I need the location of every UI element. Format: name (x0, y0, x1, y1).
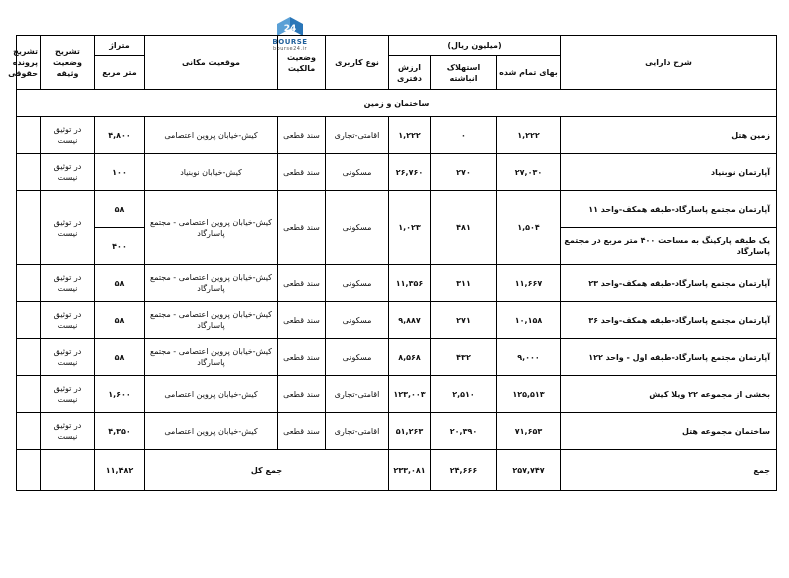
header-currency-group: (میلیون ریال) (389, 36, 561, 56)
cell-location: کیش-خیابان پروین اعتصامی - مجتمع پاسارگاد (145, 191, 278, 265)
header-description: شرح دارایی (561, 36, 777, 90)
cell-total-area: ۱۱,۴۸۲ (95, 450, 145, 491)
cell-description: یک طبقه پارکینگ به مساحت ۴۰۰ متر مربع در مجتمع پاسارگاد (561, 228, 777, 265)
cell-book-value: ۹,۸۸۷ (389, 302, 431, 339)
cell-total-label: جمع (561, 450, 777, 491)
cell-area: ۱,۶۰۰ (95, 376, 145, 413)
header-full-cost: بهای تمام شده (497, 56, 561, 90)
cell-location: کیش-خیابان پروین اعتصامی - مجتمع پاسارگاد (145, 339, 278, 376)
cell-ownership: سند قطعی (278, 302, 326, 339)
cell-area: ۵۸ (95, 339, 145, 376)
cell-collateral: در توثیق نیست (41, 302, 95, 339)
header-row (17, 36, 777, 56)
cell-legal (17, 191, 41, 265)
cell-empty (17, 450, 41, 491)
cell-depreciation: ۴۳۲ (431, 339, 497, 376)
cell-usage-type: مسکونی (326, 265, 389, 302)
cell-collateral: در توثیق نیست (41, 117, 95, 154)
table-row (17, 191, 777, 228)
cell-area: ۴,۸۰۰ (95, 117, 145, 154)
cell-legal (17, 376, 41, 413)
cell-book-value: ۸,۵۶۸ (389, 339, 431, 376)
cell-usage-type: اقامتی-تجاری (326, 117, 389, 154)
cell-depreciation: ۲,۵۱۰ (431, 376, 497, 413)
section-title: ساختمان و زمین (17, 90, 777, 117)
cell-ownership: سند قطعی (278, 376, 326, 413)
cell-usage-type: مسکونی (326, 154, 389, 191)
cell-ownership: سند قطعی (278, 339, 326, 376)
totals-row (17, 450, 777, 491)
cell-book-value: ۱۲۳,۰۰۳ (389, 376, 431, 413)
cell-depreciation: ۳۱۱ (431, 265, 497, 302)
cell-description: زمین هتل (561, 117, 777, 154)
cell-full-cost: ۲۷,۰۳۰ (497, 154, 561, 191)
cell-legal (17, 117, 41, 154)
header-location: موقعیت مکانی (145, 36, 278, 90)
table-row (17, 117, 777, 154)
header-depreciation: استهلاک انباشته (431, 56, 497, 90)
cell-usage-type: مسکونی (326, 302, 389, 339)
cell-location: کیش-خیابان پروین اعتصامی (145, 117, 278, 154)
cell-total-book-value: ۲۳۳,۰۸۱ (389, 450, 431, 491)
cell-total-depreciation: ۲۴,۶۶۶ (431, 450, 497, 491)
cell-depreciation: ۲۰,۳۹۰ (431, 413, 497, 450)
logo-name: BOURSE (272, 38, 308, 46)
cell-full-cost: ۱,۲۲۲ (497, 117, 561, 154)
cell-location: کیش-خیابان نوبنیاد (145, 154, 278, 191)
cell-ownership: سند قطعی (278, 117, 326, 154)
cell-collateral: در توثیق نیست (41, 191, 95, 265)
cell-area: ۴۰۰ (95, 228, 145, 265)
cell-legal (17, 265, 41, 302)
cell-description: آپارتمان نوبنیاد (561, 154, 777, 191)
cell-collateral: در توثیق نیست (41, 154, 95, 191)
cell-full-cost: ۱۲۵,۵۱۳ (497, 376, 561, 413)
table-row (17, 376, 777, 413)
cell-area: ۵۸ (95, 191, 145, 228)
cell-collateral: در توثیق نیست (41, 265, 95, 302)
cell-area: ۱۰۰ (95, 154, 145, 191)
cell-usage-type: مسکونی (326, 191, 389, 265)
cell-area: ۵۸ (95, 265, 145, 302)
table-row (17, 339, 777, 376)
cell-collateral: در توثیق نیست (41, 413, 95, 450)
cell-description: آپارتمان مجتمع پاسارگاد-طبقه همکف-واحد ۲۳ (561, 265, 777, 302)
section-row (17, 90, 777, 117)
cell-grand-total-label: جمع کل (145, 450, 389, 491)
cell-location: کیش-خیابان پروین اعتصامی - مجتمع پاسارگاد (145, 265, 278, 302)
cell-book-value: ۵۱,۲۶۳ (389, 413, 431, 450)
cell-book-value: ۱,۲۲۲ (389, 117, 431, 154)
cell-book-value: ۱,۰۲۳ (389, 191, 431, 265)
logo-tagline: bourse24.ir (272, 46, 308, 52)
cell-book-value: ۱۱,۳۵۶ (389, 265, 431, 302)
cell-usage-type: مسکونی (326, 339, 389, 376)
header-ownership-status: وضعیت مالکیت (278, 36, 326, 90)
cell-legal (17, 302, 41, 339)
cell-description: آپارتمان مجتمع پاسارگاد-طبقه همکف-واحد ۳۶ (561, 302, 777, 339)
cell-area: ۵۸ (95, 302, 145, 339)
cell-depreciation: ۲۷۰ (431, 154, 497, 191)
table-row (17, 413, 777, 450)
cell-description: آپارتمان مجتمع پاسارگاد-طبقه اول - واحد ۱۲۲ (561, 339, 777, 376)
table-row (17, 302, 777, 339)
cell-full-cost: ۱۱,۶۶۷ (497, 265, 561, 302)
cell-description: ساختمان مجموعه هتل (561, 413, 777, 450)
cell-location: کیش-خیابان پروین اعتصامی (145, 376, 278, 413)
cell-legal (17, 339, 41, 376)
table-row (17, 265, 777, 302)
cell-location: کیش-خیابان پروین اعتصامی - مجتمع پاسارگاد (145, 302, 278, 339)
cell-collateral: در توثیق نیست (41, 339, 95, 376)
cell-empty (41, 450, 95, 491)
cell-description: آپارتمان مجتمع پاسارگاد-طبقه همکف-واحد ۱۱ (561, 191, 777, 228)
cell-location: کیش-خیابان پروین اعتصامی (145, 413, 278, 450)
cell-legal (17, 413, 41, 450)
header-book-value: ارزش دفتری (389, 56, 431, 90)
cell-book-value: ۲۶,۷۶۰ (389, 154, 431, 191)
header-area-group: متراژ (95, 36, 145, 56)
cell-description: بخشی از مجموعه ۲۲ ویلا کیش (561, 376, 777, 413)
cell-full-cost: ۷۱,۶۵۳ (497, 413, 561, 450)
cell-full-cost: ۹,۰۰۰ (497, 339, 561, 376)
cell-area: ۴,۳۵۰ (95, 413, 145, 450)
cell-depreciation: ۰ (431, 117, 497, 154)
cell-legal (17, 154, 41, 191)
cell-full-cost: ۱,۵۰۴ (497, 191, 561, 265)
cell-ownership: سند قطعی (278, 154, 326, 191)
asset-table (8, 35, 777, 491)
cell-usage-type: اقامتی-تجاری (326, 413, 389, 450)
cell-ownership: سند قطعی (278, 413, 326, 450)
cell-depreciation: ۲۷۱ (431, 302, 497, 339)
cell-usage-type: اقامتی-تجاری (326, 376, 389, 413)
logo-mark: 24 (283, 24, 297, 34)
header-legal-status: تشریح پرونده حقوقی (17, 36, 41, 90)
cell-ownership: سند قطعی (278, 191, 326, 265)
cell-depreciation: ۴۸۱ (431, 191, 497, 265)
header-area-unit: متر مربع (95, 56, 145, 90)
header-usage-type: نوع کاربری (326, 36, 389, 90)
cell-full-cost: ۱۰,۱۵۸ (497, 302, 561, 339)
cell-collateral: در توثیق نیست (41, 376, 95, 413)
cell-ownership: سند قطعی (278, 265, 326, 302)
cell-total-cost: ۲۵۷,۷۴۷ (497, 450, 561, 491)
header-collateral-status: تشریح وضعیت وثیقه (41, 36, 95, 90)
table-row (17, 154, 777, 191)
